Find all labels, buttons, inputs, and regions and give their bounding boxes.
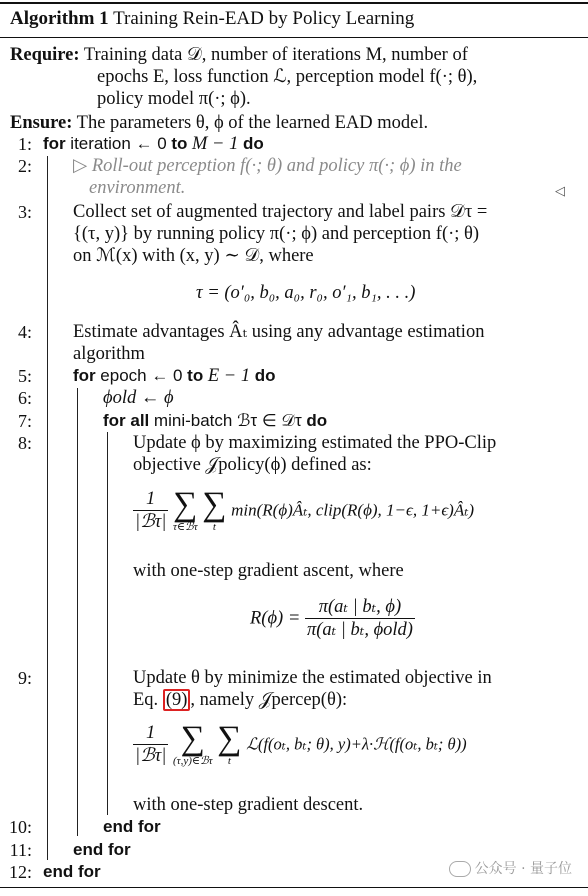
line-number-7: 7:: [17, 411, 32, 431]
line-number-3: 3:: [17, 202, 32, 222]
watermark: 公众号 · 量子位: [449, 858, 572, 878]
line-8-b: objective 𝒥policy(ϕ) defined as:: [133, 455, 372, 475]
line-number-8: 8:: [17, 433, 32, 453]
scope-bar-minibatch-for: [107, 432, 108, 815]
equation-reference-link[interactable]: (9): [163, 689, 191, 711]
title-rule: [0, 37, 588, 38]
line-7: for all mini-batch ℬτ ∈ 𝒟τ do: [103, 411, 328, 430]
line-8-c: with one-step gradient ascent, where: [133, 561, 404, 581]
require-line-1: Require: Training data 𝒟, number of iterations M, number of: [10, 45, 468, 65]
trajectory-equation: τ = (o′₀, b₀, a₀, r₀, o′₁, b₁, . . .): [196, 283, 416, 303]
algorithm-title: Algorithm 1 Training Rein-EAD by Policy Learning: [10, 8, 415, 29]
sum-over-batch: ∑ τ∈ℬτ: [172, 486, 198, 533]
line-8-a: Update ϕ by maximizing estimated the PPO-Clip: [133, 433, 497, 453]
line-2-comment-b: environment.: [89, 178, 186, 198]
line-3-c: on ℳ(x) with (x, y) ∼ 𝒟, where: [73, 246, 314, 266]
line-5: for epoch ← 0 to E − 1 do: [73, 366, 276, 386]
line-3-a: Collect set of augmented trajectory and label pairs 𝒟τ =: [73, 202, 488, 222]
bottom-rule: [0, 887, 588, 888]
ppo-fraction: $\frac{1}{\text{|ℬτ|}}$: [135, 489, 167, 532]
comment-end-marker: ◁: [555, 183, 565, 198]
line-number-9: 9:: [17, 668, 32, 688]
sum-over-time: ∑ t: [202, 486, 227, 533]
line-10: end for: [103, 817, 161, 836]
ratio-fraction: $\frac{\text{π(aₜ | bₜ, ϕ)}}{\text{π(aₜ | bₜ, ϕold)}}$: [306, 597, 413, 640]
line-6: ϕold ← ϕ: [103, 388, 174, 408]
require-line-2: epochs E, loss function ℒ, perception model f(·; θ),: [97, 67, 478, 87]
perception-fraction: $\frac{1}{\text{|ℬτ|}}$: [135, 723, 167, 766]
line-number-5: 5:: [17, 366, 32, 386]
top-rule: [0, 2, 588, 4]
line-number-11: 11:: [9, 840, 32, 860]
line-number-2: 2:: [17, 156, 32, 176]
line-11: end for: [73, 840, 131, 859]
line-number-4: 4:: [17, 322, 32, 342]
line-9-c: with one-step gradient descent.: [133, 795, 364, 815]
sum-over-time-2: ∑ t: [217, 720, 242, 767]
line-number-6: 6:: [17, 388, 32, 408]
line-2-comment-a: ▷ Roll-out perception f(·; θ) and policy π(·; ϕ) in the: [73, 156, 462, 176]
perception-objective-equation: $\frac{1}{\text{|ℬτ|}}$ ∑ (τ,y)∈ℬτ ∑ t ℒ(f(oₜ, bₜ; θ), y)+λ·ℋ(f(oₜ, bₜ; θ)): [135, 720, 467, 767]
sum-over-pairs: ∑ (τ,y)∈ℬτ: [172, 720, 213, 767]
wechat-icon: [449, 861, 471, 877]
scope-bar-outer-for: [47, 156, 48, 860]
require-line-3: policy model π(·; ϕ).: [97, 89, 251, 109]
ensure-line: Ensure: The parameters θ, ϕ of the learned EAD model.: [10, 113, 429, 133]
line-1: for iteration ← 0 to M − 1 do: [43, 134, 264, 154]
line-9-a: Update θ by minimize the estimated objective in: [133, 668, 492, 688]
scope-bar-epoch-for: [77, 388, 78, 836]
line-3-b: {(τ, y)} by running policy π(·; ϕ) and perception f(·; θ): [73, 224, 480, 244]
ratio-equation: R(ϕ) = $\frac{\text{π(aₜ | bₜ, ϕ)}}{\text{π(aₜ | bₜ, ϕold)}}$: [250, 597, 413, 640]
ppo-clip-equation: $\frac{1}{\text{|ℬτ|}}$ ∑ τ∈ℬτ ∑ t min(R(ϕ)Âₜ, clip(R(ϕ), 1−ϵ, 1+ϵ)Âₜ): [135, 486, 475, 533]
line-4-b: algorithm: [73, 344, 145, 364]
line-4-a: Estimate advantages Âₜ using any advantage estimation: [73, 322, 485, 342]
line-number-10: 10:: [8, 817, 32, 837]
line-number-1: 1:: [17, 134, 32, 154]
line-12: end for: [43, 862, 101, 881]
line-9-b: Eq. (9) , namely 𝒥percep(θ):: [133, 690, 348, 710]
line-number-12: 12:: [8, 862, 32, 882]
